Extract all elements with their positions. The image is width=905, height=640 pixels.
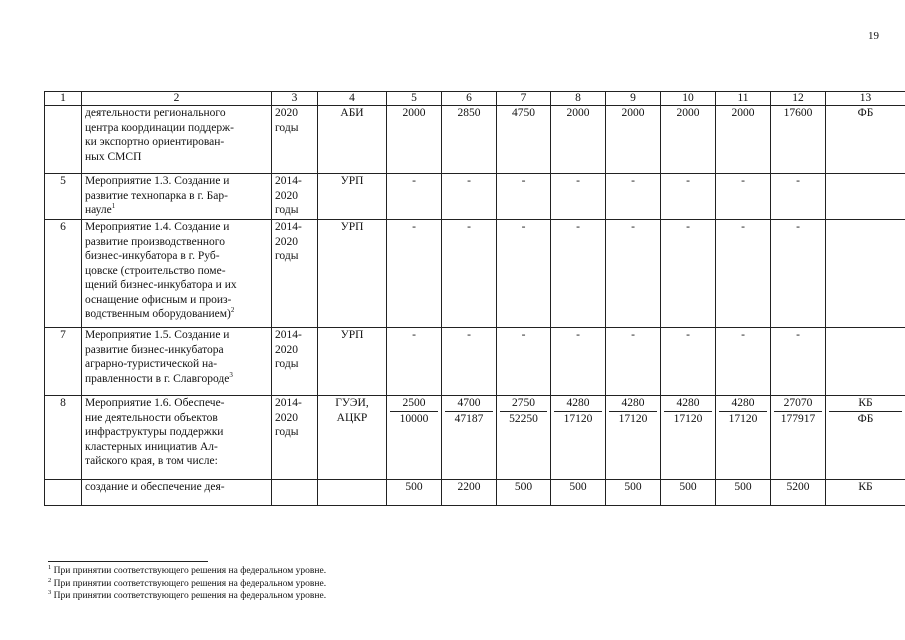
- description-line: ние деятельности объектов: [85, 411, 218, 424]
- table-row: [45, 220, 905, 328]
- amount-value: 2200: [457, 481, 481, 493]
- amount-cell: [497, 396, 551, 480]
- amount-cell: [442, 396, 497, 480]
- amount-cell: [716, 174, 771, 220]
- amount-cell: [716, 328, 771, 396]
- amount-cell: [716, 396, 771, 480]
- funding-source-cell: [826, 220, 905, 328]
- amount-value: -: [521, 329, 526, 341]
- budget-table: [44, 91, 905, 506]
- amount-cell: [551, 220, 606, 328]
- amount-value: 2000: [621, 107, 645, 119]
- amount-value: 10000: [399, 412, 429, 425]
- amount-cell: [551, 480, 606, 506]
- amount-cell: [551, 396, 606, 480]
- funding-source-cell: [826, 480, 905, 506]
- funding-source-cell: [826, 174, 905, 220]
- description-line: создание и обеспечение дея-: [85, 481, 225, 493]
- period-line: 2020: [275, 343, 298, 356]
- description-text: водственным оборудованием): [85, 308, 231, 320]
- header-cell: 11: [716, 92, 771, 106]
- amount-value: 52250: [509, 412, 538, 425]
- amount-cell: [661, 480, 716, 506]
- amount-value: 500: [734, 481, 752, 493]
- period-line: годы: [275, 204, 299, 216]
- period-line: 2014-: [275, 221, 302, 233]
- funding-source-cell: [826, 396, 905, 480]
- amount-cell: [497, 480, 551, 506]
- amount-cell: [387, 174, 442, 220]
- amount-cell: [661, 220, 716, 328]
- description-line: Мероприятие 1.6. Обеспече-: [85, 397, 225, 409]
- amount-value: 4700: [445, 396, 493, 412]
- amount-value: 5200: [786, 481, 810, 493]
- amount-value: 17600: [783, 107, 813, 119]
- period-line: 2014-: [275, 397, 302, 409]
- amount-value: 17120: [673, 412, 703, 425]
- amount-value: -: [686, 221, 690, 233]
- amount-cell: [716, 220, 771, 328]
- period-line: 2020: [275, 107, 298, 119]
- amount-cell: [606, 396, 661, 480]
- period-line: годы: [275, 358, 299, 370]
- footnote-line: [48, 590, 326, 603]
- period-cell: [272, 396, 318, 480]
- description-line: центра координации поддерж-: [85, 121, 234, 134]
- amount-value: -: [796, 175, 800, 187]
- amount-value: 4280: [664, 396, 712, 412]
- amount-cell: [771, 328, 826, 396]
- activity-description: [82, 174, 272, 220]
- executor-cell: [318, 480, 387, 506]
- amount-value: 500: [405, 481, 423, 493]
- description-line: ки экспортно ориентирован-: [85, 136, 225, 148]
- executor-cell: [318, 396, 387, 480]
- period-line: 2020: [275, 411, 298, 424]
- row-number: 5: [45, 174, 82, 220]
- amount-cell: [387, 480, 442, 506]
- header-cell: 7: [497, 92, 551, 106]
- executor-line: АБИ: [340, 107, 364, 119]
- table-row: [45, 174, 905, 220]
- amount-value: 2000: [731, 107, 755, 119]
- amount-value: -: [521, 221, 526, 233]
- amount-cell: [497, 106, 551, 174]
- period-line: годы: [275, 426, 299, 438]
- description-line: тайского края, в том числе:: [85, 455, 218, 467]
- executor-line: УРП: [340, 329, 364, 341]
- amount-value: 2750: [500, 396, 547, 412]
- amount-cell: [771, 220, 826, 328]
- funding-source: [829, 328, 902, 343]
- footnotes: [48, 565, 326, 603]
- header-cell: 3: [272, 92, 318, 106]
- amount-cell: [442, 106, 497, 174]
- amount-value: -: [467, 175, 471, 187]
- amount-cell: [387, 220, 442, 328]
- row-number: 6: [45, 220, 82, 328]
- executor-cell: [318, 106, 387, 174]
- amount-cell: [551, 106, 606, 174]
- header-cell: 2: [82, 92, 272, 106]
- amount-cell: [442, 328, 497, 396]
- amount-value: -: [576, 221, 580, 233]
- table-row: [45, 396, 905, 480]
- header-cell: 13: [826, 92, 905, 106]
- description-line: аграрно-туристической на-: [85, 358, 218, 370]
- amount-cell: [442, 220, 497, 328]
- footnote-line: [48, 578, 326, 591]
- period-line: годы: [275, 121, 299, 134]
- table-row: [45, 106, 905, 174]
- activity-description: [82, 480, 272, 506]
- amount-value: 4280: [609, 396, 657, 412]
- header-cell: 5: [387, 92, 442, 106]
- amount-value: 4280: [554, 396, 602, 412]
- description-line: инфраструктуры поддержки: [85, 426, 224, 438]
- activity-description: [82, 328, 272, 396]
- executor-line: ГУЭИ,: [335, 397, 369, 409]
- description-line: развитие технопарка в г. Бар-: [85, 189, 228, 202]
- amount-value: 17120: [618, 412, 648, 425]
- amount-cell: [497, 174, 551, 220]
- amount-cell: [387, 396, 442, 480]
- period-line: 2014-: [275, 329, 302, 341]
- activity-description: [82, 396, 272, 480]
- amount-value: 4280: [719, 396, 767, 412]
- footnote-ref: 2: [230, 306, 235, 315]
- activity-description: [82, 220, 272, 328]
- period-line: 2020: [275, 235, 298, 248]
- period-cell: [272, 106, 318, 174]
- funding-source-cell: [826, 106, 905, 174]
- amount-value: -: [686, 329, 690, 341]
- description-line: [85, 307, 268, 322]
- executor-line: АЦКР: [336, 411, 368, 424]
- footnote-mark: 3: [48, 588, 52, 596]
- amount-value: 500: [514, 481, 533, 493]
- period-cell: [272, 174, 318, 220]
- amount-value: 2000: [566, 107, 590, 119]
- amount-value: 500: [569, 481, 587, 493]
- description-text: правленности в г. Славгороде: [85, 372, 230, 385]
- amount-cell: [661, 328, 716, 396]
- row-number: 8: [45, 396, 82, 480]
- amount-cell: [551, 174, 606, 220]
- amount-cell: [442, 174, 497, 220]
- description-line: Мероприятие 1.4. Создание и: [85, 221, 230, 233]
- footnote-mark: 2: [48, 576, 52, 584]
- amount-cell: [716, 480, 771, 506]
- executor-line: УРП: [340, 221, 364, 233]
- amount-cell: [387, 106, 442, 174]
- row-number: [45, 106, 82, 174]
- activity-description: [82, 106, 272, 174]
- amount-cell: [606, 480, 661, 506]
- amount-value: -: [741, 175, 745, 187]
- amount-value: 17120: [728, 412, 758, 425]
- funding-source-cell: [826, 328, 905, 396]
- footnote-mark: 1: [48, 563, 52, 571]
- amount-value: -: [796, 329, 800, 341]
- footnote-ref: 3: [229, 370, 233, 379]
- amount-value: 2000: [676, 107, 700, 119]
- amount-value: 2500: [390, 396, 438, 412]
- amount-value: -: [467, 221, 471, 233]
- amount-value: -: [686, 175, 690, 187]
- period-line: 2014-: [275, 175, 302, 187]
- table-row: [45, 328, 905, 396]
- amount-value: 500: [679, 481, 697, 493]
- row-number: 7: [45, 328, 82, 396]
- amount-value: -: [576, 175, 580, 187]
- period-cell: [272, 480, 318, 506]
- header-cell: 12: [771, 92, 826, 106]
- amount-cell: [771, 174, 826, 220]
- description-line: Мероприятие 1.3. Создание и: [85, 175, 230, 187]
- period-cell: [272, 328, 318, 396]
- description-line: развитие производственного: [85, 235, 225, 248]
- page-number: 19: [868, 30, 879, 42]
- executor-line: УРП: [340, 175, 364, 187]
- amount-value: -: [467, 329, 471, 341]
- amount-cell: [771, 396, 826, 480]
- header-row: [45, 92, 905, 106]
- amount-cell: [497, 328, 551, 396]
- amount-value: -: [412, 175, 416, 187]
- description-line: кластерных инициатив Ал-: [85, 440, 218, 453]
- description-line: деятельности регионального: [85, 107, 226, 119]
- header-cell: 10: [661, 92, 716, 106]
- description-line: [85, 203, 268, 218]
- amount-value: -: [631, 329, 635, 341]
- amount-cell: [606, 174, 661, 220]
- header-cell: 9: [606, 92, 661, 106]
- amount-value: -: [631, 175, 635, 187]
- period-line: 2020: [275, 189, 298, 202]
- executor-cell: [318, 220, 387, 328]
- amount-value: 177917: [780, 412, 816, 425]
- amount-cell: [497, 220, 551, 328]
- funding-source: [829, 174, 902, 189]
- funding-source: КБ: [858, 481, 873, 493]
- header-cell: 4: [318, 92, 387, 106]
- description-line: бизнес-инкубатора в г. Руб-: [85, 250, 220, 262]
- footnote-text: При принятии соответствующего решения на федеральном уровне.: [53, 578, 327, 589]
- amount-value: -: [796, 221, 800, 233]
- executor-cell: [318, 174, 387, 220]
- description-line: ных СМСП: [85, 150, 142, 163]
- table-row: [45, 480, 905, 506]
- table-body: [45, 92, 905, 506]
- footnote-text: При принятии соответствующего решения на федеральном уровне.: [53, 566, 327, 576]
- header-cell: 1: [45, 92, 82, 106]
- amount-value: -: [521, 175, 526, 187]
- description-line: [85, 372, 268, 387]
- executor-cell: [318, 328, 387, 396]
- footnote-line: [48, 565, 326, 578]
- amount-value: 2000: [402, 107, 426, 119]
- amount-value: -: [741, 329, 745, 341]
- period-cell: [272, 220, 318, 328]
- amount-value: 17120: [563, 412, 593, 425]
- amount-value: 2850: [457, 107, 481, 119]
- row-number: [45, 480, 82, 506]
- amount-value: 47187: [454, 412, 484, 425]
- period-line: годы: [275, 250, 299, 262]
- amount-value: -: [412, 329, 416, 341]
- amount-value: -: [741, 221, 745, 233]
- amount-value: 4750: [512, 107, 535, 119]
- amount-value: 27070: [774, 396, 822, 412]
- amount-cell: [771, 106, 826, 174]
- header-cell: 8: [551, 92, 606, 106]
- description-line: оснащение офисным и произ-: [85, 293, 232, 306]
- amount-cell: [442, 480, 497, 506]
- amount-cell: [661, 106, 716, 174]
- amount-cell: [716, 106, 771, 174]
- amount-cell: [661, 396, 716, 480]
- description-text: науле: [85, 204, 112, 216]
- amount-value: -: [412, 221, 416, 233]
- footnote-ref: 1: [111, 202, 116, 211]
- funding-source: КБ: [829, 396, 902, 412]
- description-line: цовске (строительство поме-: [85, 264, 226, 277]
- amount-cell: [606, 220, 661, 328]
- amount-value: 500: [624, 481, 642, 493]
- description-line: развитие бизнес-инкубатора: [85, 343, 224, 356]
- amount-cell: [387, 328, 442, 396]
- footnote-text: При принятии соответствующего решения на федеральном уровне.: [53, 591, 327, 601]
- header-cell: 6: [442, 92, 497, 106]
- amount-cell: [606, 328, 661, 396]
- description-line: Мероприятие 1.5. Создание и: [85, 329, 230, 341]
- amount-cell: [771, 480, 826, 506]
- amount-cell: [661, 174, 716, 220]
- footnote-divider: [48, 561, 208, 562]
- funding-source: [829, 220, 902, 235]
- amount-value: -: [576, 329, 580, 341]
- amount-cell: [551, 328, 606, 396]
- amount-value: -: [631, 221, 635, 233]
- description-line: щений бизнес-инкубатора и их: [85, 279, 237, 291]
- amount-cell: [606, 106, 661, 174]
- funding-source: ФБ: [857, 412, 874, 425]
- funding-source: ФБ: [857, 107, 874, 119]
